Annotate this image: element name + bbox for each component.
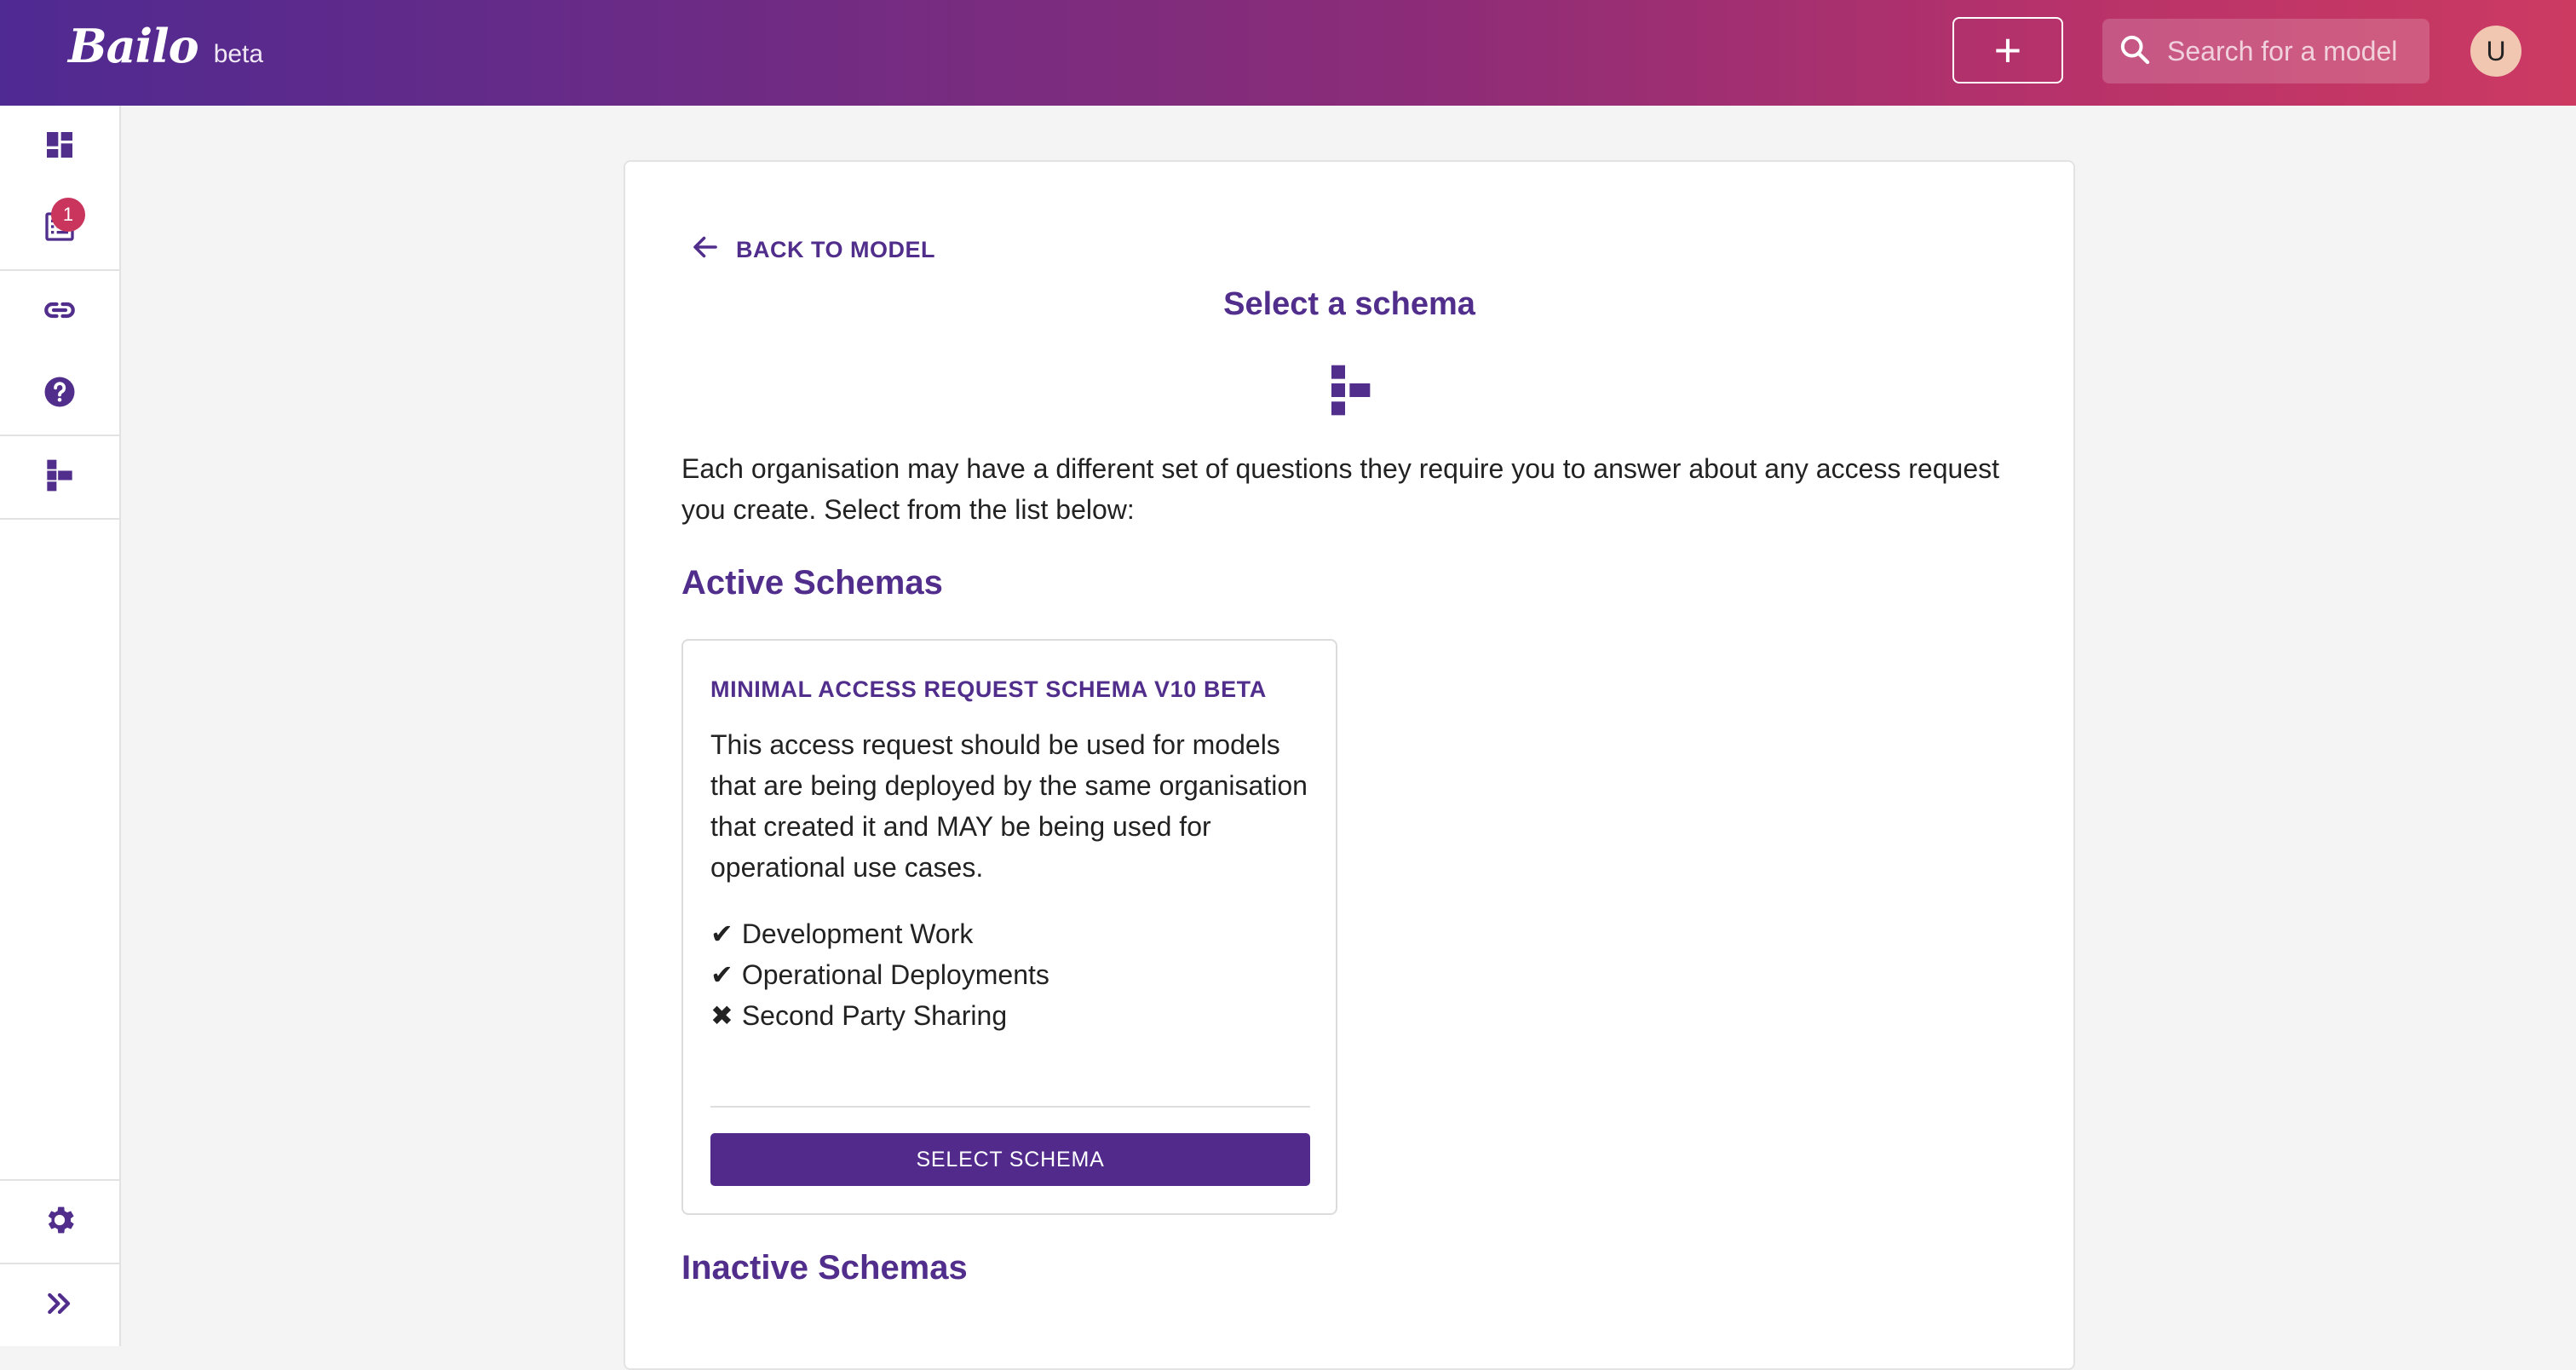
sidebar — [0, 106, 121, 1346]
check-icon: ✔ — [710, 958, 733, 991]
schema-icon — [43, 457, 77, 498]
select-schema-button[interactable]: SELECT SCHEMA — [710, 1133, 1310, 1186]
search-icon — [2118, 32, 2152, 71]
list-item — [710, 913, 1049, 954]
schema-description: This access request should be used for models that are being deployed by the same organisation that created it and MAY be being used for operational use cases. — [710, 729, 1308, 883]
divider — [710, 1106, 1310, 1108]
cross-icon: ✖ — [710, 999, 733, 1032]
brand-tag: beta — [213, 40, 264, 68]
intro-text: Each organisation may have a different set of questions they require you to answer about any access request you create. Select from the list below: — [681, 453, 1999, 525]
back-to-model-link[interactable] — [690, 232, 935, 268]
sidebar-item-help[interactable] — [0, 353, 119, 435]
list-item — [710, 954, 1049, 995]
sidebar-item-reviews[interactable] — [0, 187, 119, 269]
schema-feature-list — [710, 913, 1049, 1036]
sidebar-item-dashboard[interactable] — [0, 106, 119, 187]
page-title: Select a schema — [1223, 286, 1475, 322]
search-box[interactable] — [2102, 19, 2429, 83]
brand-logo[interactable]: Bailo — [68, 19, 198, 73]
sidebar-group-main — [0, 106, 119, 271]
schema-name: MINIMAL ACCESS REQUEST SCHEMA V10 BETA — [710, 676, 1267, 702]
active-schemas-heading: Active Schemas — [681, 564, 943, 602]
schema-card — [681, 639, 1337, 1215]
sidebar-bottom — [0, 1179, 119, 1346]
sidebar-group-resources — [0, 271, 119, 436]
feature-label: Operational Deployments — [741, 959, 1049, 990]
sidebar-item-settings[interactable] — [0, 1179, 119, 1263]
schema-icon — [1329, 363, 1375, 422]
arrow-left-icon — [690, 232, 721, 268]
sidebar-group-schemas — [0, 436, 119, 520]
add-button[interactable] — [1952, 17, 2063, 83]
plus-icon: + — [1993, 23, 2022, 77]
notification-badge: 1 — [51, 198, 85, 232]
check-icon: ✔ — [710, 918, 733, 950]
top-app-bar — [0, 0, 2576, 106]
help-icon — [42, 374, 78, 414]
sidebar-item-links[interactable] — [0, 271, 119, 353]
avatar[interactable]: U — [2470, 26, 2521, 77]
link-icon — [42, 292, 78, 332]
inactive-schemas-heading: Inactive Schemas — [681, 1249, 968, 1287]
schema-selection-card — [624, 160, 2075, 1370]
brand[interactable] — [68, 19, 263, 73]
feature-label: Development Work — [741, 918, 974, 949]
feature-label: Second Party Sharing — [741, 1000, 1008, 1031]
sidebar-item-schemas[interactable] — [0, 436, 119, 518]
dashboard-icon — [43, 128, 77, 166]
search-input[interactable] — [2167, 36, 2423, 67]
double-chevron-right-icon — [43, 1287, 77, 1325]
back-link-label: BACK TO MODEL — [736, 237, 935, 262]
gear-icon — [42, 1202, 78, 1242]
sidebar-item-expand[interactable] — [0, 1263, 119, 1346]
list-item — [710, 995, 1049, 1036]
